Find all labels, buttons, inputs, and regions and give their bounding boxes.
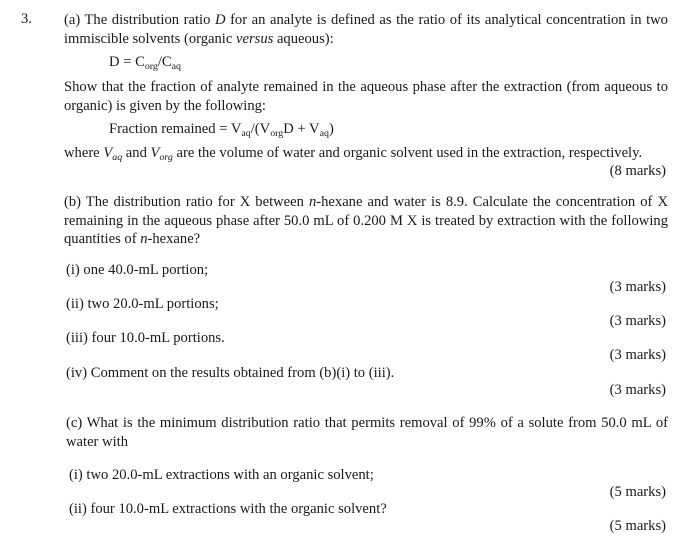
part-b-item-ii: (ii) two 20.0-mL portions;: [66, 296, 219, 312]
versus-word: versus: [236, 31, 274, 47]
part-c-item-i: (i) two 20.0-mL extractions with an organic solvent;: [69, 467, 374, 483]
where-clause: [64, 145, 642, 162]
part-b-n1: n: [308, 194, 317, 210]
show-that-text: Show that the fraction of analyte remained in the aqueous phase after the extraction (from aqueous to organic) is given by the following:: [64, 79, 668, 114]
part-b-t1: (b) The distribution ratio for X between: [64, 194, 309, 210]
formula2-text1: Fraction remained = V: [109, 121, 242, 137]
part-c-item-ii: (ii) four 10.0-mL extractions with the organic solvent?: [69, 501, 387, 517]
formula2-text2: /(V: [250, 121, 271, 137]
formula1-lhs: D = C: [109, 54, 145, 70]
part-c-intro: (c) What is the minimum distribution ratio that permits removal of 99% of a solute from 50.0 mL of water with: [66, 415, 668, 450]
part-b-t3: -hexane?: [147, 231, 201, 247]
var-v2: V: [150, 145, 160, 161]
part-b-item-ii-marks: (3 marks): [609, 313, 666, 329]
part-a-intro-mid: for an analyte is defined as the ratio of its analytical concentration in two immiscible solvents (organic: [64, 12, 668, 47]
part-b-item-iv: (iv) Comment on the results obtained from (b)(i) to (iii).: [66, 365, 395, 381]
part-c-item-i-marks: (5 marks): [609, 484, 666, 500]
var-v1: V: [103, 145, 113, 161]
part-a-intro-pre: (a) The distribution ratio: [64, 12, 215, 28]
question-number: 3.: [21, 11, 32, 27]
part-a-intro-post: aqueous):: [273, 31, 334, 47]
formula1-sub-aq: aq: [171, 60, 181, 72]
formula2-sub3: aq: [319, 127, 329, 139]
part-a-marks: (8 marks): [609, 163, 666, 179]
where-rest: are the volume of water and organic solvent used in the extraction, respectively.: [172, 145, 643, 161]
formula2-sub1: aq: [241, 127, 251, 139]
part-b-item-iv-marks: (3 marks): [609, 382, 666, 398]
where-w1: where: [64, 145, 104, 161]
part-b-item-iii-marks: (3 marks): [609, 347, 666, 363]
var-v-org: [151, 145, 173, 161]
formula2-text3: D + V: [283, 121, 320, 137]
var-v1-sub: aq: [112, 151, 123, 163]
part-b-item-i: (i) one 40.0-mL portion;: [66, 262, 209, 278]
var-v-aq: [103, 145, 122, 161]
part-c-item-ii-marks: (5 marks): [609, 518, 666, 534]
formula2-text4: ): [328, 121, 334, 137]
part-a-intro: [64, 11, 668, 49]
formula-fraction-remained: [109, 121, 334, 138]
formula-distribution-ratio: [109, 54, 181, 71]
var-v2-sub: org: [159, 151, 173, 163]
part-b-n2: n: [140, 231, 148, 247]
part-b-intro: [64, 193, 668, 249]
where-and: and: [122, 145, 151, 161]
formula1-sub-org: org: [144, 60, 158, 72]
part-b-item-i-marks: (3 marks): [609, 279, 666, 295]
formula1-mid: /C: [157, 54, 172, 70]
part-b-t2: -hexane and water is 8.9. Calculate the concentration of X remaining in the aqueous phase after 50.0 mL of 0.200 M X is treated by extraction with the following quantities of: [64, 194, 668, 247]
part-b-item-iii: (iii) four 10.0-mL portions.: [66, 330, 225, 346]
var-d: D: [214, 12, 226, 28]
formula2-sub2: org: [270, 127, 284, 139]
